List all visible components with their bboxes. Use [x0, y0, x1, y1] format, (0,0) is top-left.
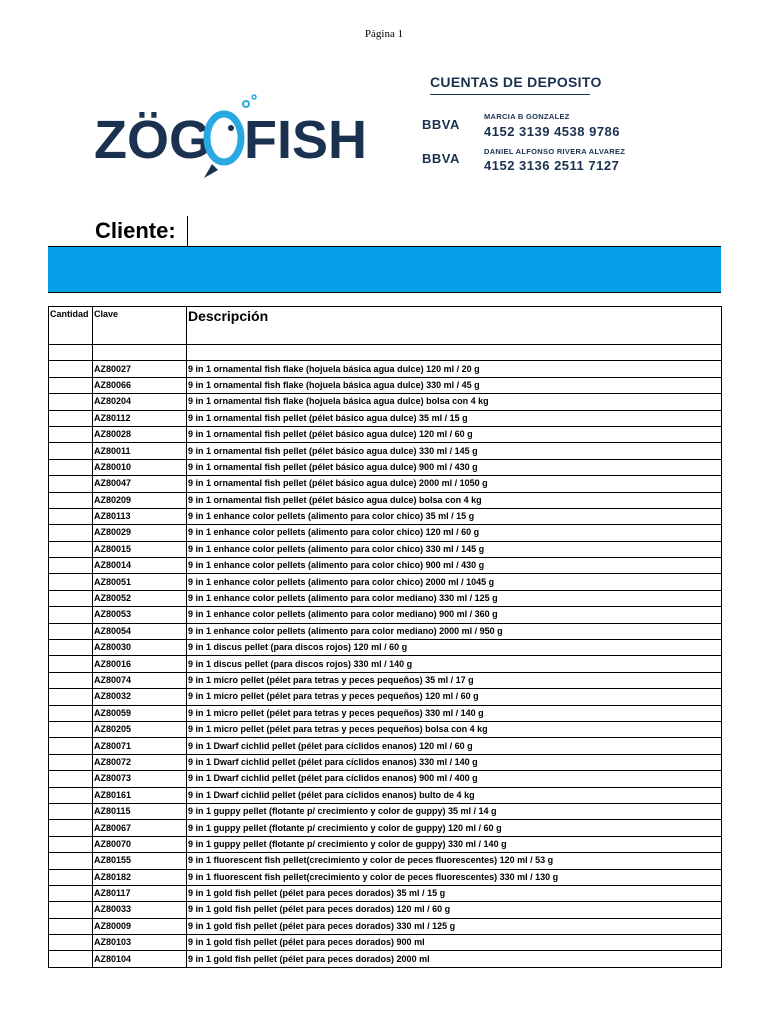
- descripcion-cell: 9 in 1 guppy pellet (flotante p/ crecimiento y color de guppy) 330 ml / 140 g: [187, 836, 722, 852]
- table-row: [49, 443, 722, 459]
- cantidad-cell[interactable]: [49, 885, 93, 901]
- table-row: [49, 345, 722, 361]
- descripcion-cell: 9 in 1 discus pellet (para discos rojos) 120 ml / 60 g: [187, 640, 722, 656]
- account-number: 4152 3136 2511 7127: [484, 158, 620, 173]
- cliente-band: [48, 246, 721, 293]
- table-row: [49, 607, 722, 623]
- clave-cell: AZ80070: [93, 836, 187, 852]
- cantidad-cell[interactable]: [49, 951, 93, 967]
- clave-cell: AZ80113: [93, 508, 187, 524]
- cantidad-cell[interactable]: [49, 918, 93, 934]
- table-row: [49, 492, 722, 508]
- cantidad-cell[interactable]: [49, 656, 93, 672]
- descripcion-cell: 9 in 1 discus pellet (para discos rojos) 330 ml / 140 g: [187, 656, 722, 672]
- clave-cell: AZ80103: [93, 935, 187, 951]
- table-row: [49, 476, 722, 492]
- cantidad-cell[interactable]: [49, 787, 93, 803]
- clave-cell: AZ80066: [93, 377, 187, 393]
- cantidad-cell[interactable]: [49, 410, 93, 426]
- deposit-title-rule: [430, 94, 590, 95]
- clave-cell: AZ80010: [93, 459, 187, 475]
- clave-cell: AZ80161: [93, 787, 187, 803]
- cantidad-cell[interactable]: [49, 754, 93, 770]
- clave-cell: AZ80104: [93, 951, 187, 967]
- table-row: [49, 951, 722, 967]
- descripcion-cell: 9 in 1 ornamental fish pellet (pélet básico agua dulce) bolsa con 4 kg: [187, 492, 722, 508]
- table-row: [49, 918, 722, 934]
- descripcion-cell: 9 in 1 gold fish pellet (pélet para peces dorados) 2000 ml: [187, 951, 722, 967]
- descripcion-cell: 9 in 1 gold fish pellet (pélet para peces dorados) 120 ml / 60 g: [187, 902, 722, 918]
- header-descripcion: Descripción: [187, 307, 722, 345]
- clave-cell: AZ80073: [93, 771, 187, 787]
- clave-cell: AZ80074: [93, 672, 187, 688]
- table-row: [49, 935, 722, 951]
- header-cantidad: Cantidad: [49, 307, 93, 345]
- table-row: [49, 721, 722, 737]
- clave-cell: AZ80155: [93, 853, 187, 869]
- clave-cell: AZ80009: [93, 918, 187, 934]
- descripcion-cell: 9 in 1 ornamental fish pellet (pélet básico agua dulce) 35 ml / 15 g: [187, 410, 722, 426]
- table-row: [49, 361, 722, 377]
- clave-cell: AZ80029: [93, 525, 187, 541]
- cliente-label: Cliente:: [95, 218, 176, 243]
- table-row: [49, 656, 722, 672]
- clave-cell: AZ80011: [93, 443, 187, 459]
- cantidad-cell[interactable]: [49, 721, 93, 737]
- cantidad-cell[interactable]: [49, 508, 93, 524]
- table-row: [49, 623, 722, 639]
- cantidad-cell[interactable]: [49, 623, 93, 639]
- cantidad-cell[interactable]: [49, 607, 93, 623]
- table-row: [49, 902, 722, 918]
- cantidad-cell[interactable]: [49, 836, 93, 852]
- descripcion-cell: 9 in 1 enhance color pellets (alimento para color chico) 2000 ml / 1045 g: [187, 574, 722, 590]
- table-row: [49, 558, 722, 574]
- clave-cell: AZ80015: [93, 541, 187, 557]
- cantidad-cell[interactable]: [49, 541, 93, 557]
- clave-cell: AZ80067: [93, 820, 187, 836]
- descripcion-cell: 9 in 1 ornamental fish pellet (pélet básico agua dulce) 900 ml / 430 g: [187, 459, 722, 475]
- cantidad-cell[interactable]: [49, 525, 93, 541]
- cantidad-cell[interactable]: [49, 705, 93, 721]
- clave-cell: AZ80054: [93, 623, 187, 639]
- table-row: [49, 705, 722, 721]
- clave-cell: AZ80182: [93, 869, 187, 885]
- table-row: [49, 410, 722, 426]
- descripcion-cell: 9 in 1 Dwarf cichlid pellet (pélet para cíclidos enanos) bulto de 4 kg: [187, 787, 722, 803]
- descripcion-cell: 9 in 1 enhance color pellets (alimento para color mediano) 900 ml / 360 g: [187, 607, 722, 623]
- clave-cell: AZ80028: [93, 426, 187, 442]
- clave-cell: AZ80051: [93, 574, 187, 590]
- descripcion-cell: 9 in 1 ornamental fish flake (hojuela básica agua dulce) bolsa con 4 kg: [187, 394, 722, 410]
- zoogfish-logo: [94, 94, 376, 180]
- descripcion-cell: 9 in 1 ornamental fish flake (hojuela básica agua dulce) 120 ml / 20 g: [187, 361, 722, 377]
- table-row: [49, 459, 722, 475]
- bank-name: BBVA: [422, 117, 460, 132]
- cantidad-cell[interactable]: [49, 492, 93, 508]
- descripcion-cell: 9 in 1 micro pellet (pélet para tetras y peces pequeños) 120 ml / 60 g: [187, 689, 722, 705]
- cantidad-cell[interactable]: [49, 672, 93, 688]
- descripcion-cell: 9 in 1 enhance color pellets (alimento para color chico) 35 ml / 15 g: [187, 508, 722, 524]
- clave-cell: AZ80072: [93, 754, 187, 770]
- logo-text-left: ZÖG: [94, 110, 211, 170]
- clave-cell: [93, 345, 187, 361]
- clave-cell: AZ80047: [93, 476, 187, 492]
- descripcion-cell: 9 in 1 guppy pellet (flotante p/ crecimiento y color de guppy) 120 ml / 60 g: [187, 820, 722, 836]
- table-row: [49, 640, 722, 656]
- bank-name: BBVA: [422, 151, 460, 166]
- account-number: 4152 3139 4538 9786: [484, 124, 621, 139]
- descripcion-cell: 9 in 1 enhance color pellets (alimento para color chico) 330 ml / 145 g: [187, 541, 722, 557]
- table-row: [49, 738, 722, 754]
- cantidad-cell[interactable]: [49, 558, 93, 574]
- table-row: [49, 394, 722, 410]
- descripcion-cell: 9 in 1 ornamental fish flake (hojuela básica agua dulce) 330 ml / 45 g: [187, 377, 722, 393]
- clave-cell: AZ80204: [93, 394, 187, 410]
- descripcion-cell: 9 in 1 ornamental fish pellet (pélet básico agua dulce) 120 ml / 60 g: [187, 426, 722, 442]
- cantidad-cell[interactable]: [49, 426, 93, 442]
- descripcion-cell: 9 in 1 Dwarf cichlid pellet (pélet para cíclidos enanos) 120 ml / 60 g: [187, 738, 722, 754]
- cantidad-cell[interactable]: [49, 853, 93, 869]
- descripcion-cell: 9 in 1 micro pellet (pélet para tetras y peces pequeños) 330 ml / 140 g: [187, 705, 722, 721]
- table-row: [49, 574, 722, 590]
- page-label: Página 1: [364, 28, 404, 40]
- cantidad-cell[interactable]: [49, 689, 93, 705]
- clave-cell: AZ80014: [93, 558, 187, 574]
- descripcion-cell: 9 in 1 enhance color pellets (alimento para color chico) 120 ml / 60 g: [187, 525, 722, 541]
- descripcion-cell: 9 in 1 Dwarf cichlid pellet (pélet para cíclidos enanos) 900 ml / 400 g: [187, 771, 722, 787]
- cantidad-cell[interactable]: [49, 345, 93, 361]
- descripcion-cell: 9 in 1 enhance color pellets (alimento para color mediano) 2000 ml / 950 g: [187, 623, 722, 639]
- descripcion-cell: 9 in 1 gold fish pellet (pélet para peces dorados) 330 ml / 125 g: [187, 918, 722, 934]
- table-row: [49, 689, 722, 705]
- cantidad-cell[interactable]: [49, 443, 93, 459]
- descripcion-cell: 9 in 1 Dwarf cichlid pellet (pélet para cíclidos enanos) 330 ml / 140 g: [187, 754, 722, 770]
- clave-cell: AZ80030: [93, 640, 187, 656]
- descripcion-cell: 9 in 1 enhance color pellets (alimento para color chico) 900 ml / 430 g: [187, 558, 722, 574]
- table-row: [49, 853, 722, 869]
- table-row: [49, 672, 722, 688]
- descripcion-cell: 9 in 1 gold fish pellet (pélet para peces dorados) 900 ml: [187, 935, 722, 951]
- table-row: [49, 541, 722, 557]
- table-row: [49, 885, 722, 901]
- cliente-divider: [187, 216, 188, 246]
- cantidad-cell[interactable]: [49, 935, 93, 951]
- descripcion-cell: 9 in 1 enhance color pellets (alimento para color mediano) 330 ml / 125 g: [187, 590, 722, 606]
- cantidad-cell[interactable]: [49, 902, 93, 918]
- clave-cell: AZ80032: [93, 689, 187, 705]
- cantidad-cell[interactable]: [49, 459, 93, 475]
- cantidad-cell[interactable]: [49, 361, 93, 377]
- clave-cell: AZ80071: [93, 738, 187, 754]
- clave-cell: AZ80052: [93, 590, 187, 606]
- cantidad-cell[interactable]: [49, 738, 93, 754]
- product-table: [48, 306, 722, 968]
- descripcion-cell: 9 in 1 fluorescent fish pellet(crecimiento y color de peces fluorescentes) 120 ml / 53 g: [187, 853, 722, 869]
- table-row: [49, 836, 722, 852]
- account-holder: MARCIA B GONZALEZ: [484, 112, 570, 121]
- table-row: [49, 869, 722, 885]
- clave-cell: AZ80027: [93, 361, 187, 377]
- cantidad-cell[interactable]: [49, 771, 93, 787]
- table-row: [49, 590, 722, 606]
- cantidad-cell[interactable]: [49, 394, 93, 410]
- table-header-row: [49, 307, 722, 345]
- cantidad-cell[interactable]: [49, 574, 93, 590]
- cantidad-cell[interactable]: [49, 640, 93, 656]
- logo-text-right: FISH: [244, 110, 368, 170]
- table-row: [49, 787, 722, 803]
- clave-cell: AZ80209: [93, 492, 187, 508]
- descripcion-cell: 9 in 1 guppy pellet (flotante p/ crecimiento y color de guppy) 35 ml / 14 g: [187, 803, 722, 819]
- descripcion-cell: 9 in 1 micro pellet (pélet para tetras y peces pequeños) 35 ml / 17 g: [187, 672, 722, 688]
- clave-cell: AZ80016: [93, 656, 187, 672]
- descripcion-cell: [187, 345, 722, 361]
- clave-cell: AZ80033: [93, 902, 187, 918]
- clave-cell: AZ80053: [93, 607, 187, 623]
- deposit-title: CUENTAS DE DEPOSITO: [430, 74, 602, 90]
- cantidad-cell[interactable]: [49, 869, 93, 885]
- table-row: [49, 803, 722, 819]
- descripcion-cell: 9 in 1 micro pellet (pélet para tetras y peces pequeños) bolsa con 4 kg: [187, 721, 722, 737]
- clave-cell: AZ80117: [93, 885, 187, 901]
- table-row: [49, 771, 722, 787]
- table-row: [49, 426, 722, 442]
- header-clave: Clave: [93, 307, 187, 345]
- descripcion-cell: 9 in 1 fluorescent fish pellet(crecimiento y color de peces fluorescentes) 330 ml / 130 g: [187, 869, 722, 885]
- cantidad-cell[interactable]: [49, 803, 93, 819]
- clave-cell: AZ80205: [93, 721, 187, 737]
- table-row: [49, 508, 722, 524]
- table-row: [49, 754, 722, 770]
- table-row: [49, 377, 722, 393]
- clave-cell: AZ80059: [93, 705, 187, 721]
- cantidad-cell[interactable]: [49, 377, 93, 393]
- cantidad-cell[interactable]: [49, 820, 93, 836]
- table-row: [49, 525, 722, 541]
- cantidad-cell[interactable]: [49, 590, 93, 606]
- cantidad-cell[interactable]: [49, 476, 93, 492]
- clave-cell: AZ80112: [93, 410, 187, 426]
- descripcion-cell: 9 in 1 ornamental fish pellet (pélet básico agua dulce) 330 ml / 145 g: [187, 443, 722, 459]
- table-row: [49, 820, 722, 836]
- descripcion-cell: 9 in 1 ornamental fish pellet (pélet básico agua dulce) 2000 ml / 1050 g: [187, 476, 722, 492]
- account-holder: DANIEL ALFONSO RIVERA ALVAREZ: [484, 147, 626, 156]
- clave-cell: AZ80115: [93, 803, 187, 819]
- descripcion-cell: 9 in 1 gold fish pellet (pélet para peces dorados) 35 ml / 15 g: [187, 885, 722, 901]
